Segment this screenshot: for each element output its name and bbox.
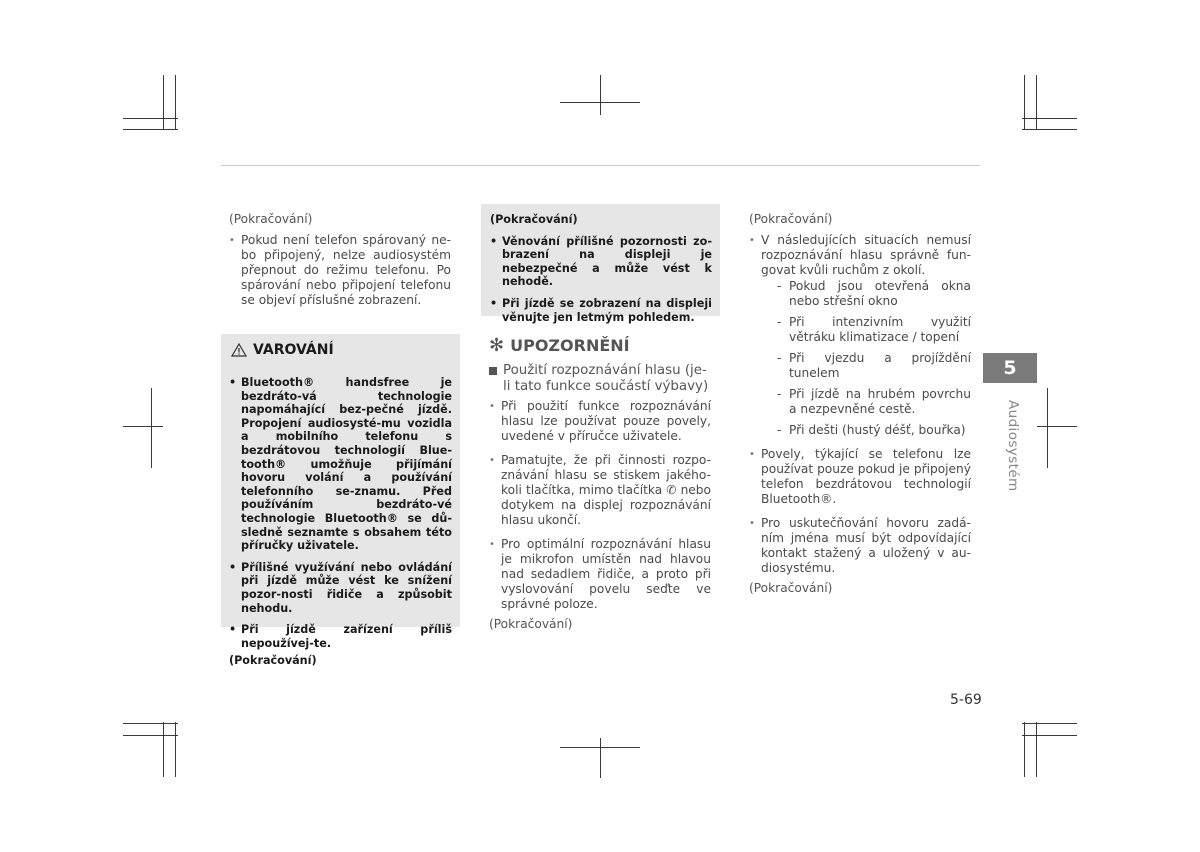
warning-heading [231,342,334,358]
continued-label: (Pokračování) [229,212,313,226]
dash-item: - Při intenzivním využití větráku klimatizace / topení [777,315,971,345]
caution-heading [489,335,711,356]
warning-continued-box [481,204,720,324]
caution-subtitle [489,363,711,395]
crop-mark [1022,735,1077,736]
crop-mark [163,722,164,777]
continued-label: (Pokračování) [749,581,833,595]
bullet-list [489,399,711,612]
warning-list [229,376,452,650]
subtitle-text: Použití rozpoznávání hlasu (je-li tato funkce součástí výbavy) [503,363,709,394]
crop-mark [1022,129,1077,130]
left-column [229,212,451,317]
crop-mark [123,723,178,724]
dash-item: - Při dešti (hustý déšť, bouřka) [777,423,971,438]
header-rule [221,165,980,166]
list-item-text: V následujících situacích nemusí rozpoznávání hlasu správně fun-govat kvůli ruchům z okolí. [761,233,971,277]
asterisk-icon: ✻ [489,335,505,356]
registration-mark [151,388,152,468]
dash-list [761,279,971,438]
dash-item: - Při jízdě na hrubém povrchu a nezpevněné cestě. [777,387,971,417]
registration-mark [1037,426,1077,427]
crop-mark [123,129,178,130]
list-item: • Pokud není telefon spárovaný ne-bo připojený, nelze audiosystém přepnout do režimu telefonu. Po spárování nebo připojení telefonu se objeví příslušné zobrazení. [229,233,451,308]
registration-mark [123,426,163,427]
crop-mark [123,735,178,736]
list-item [749,233,971,438]
bullet-list [749,233,971,576]
crop-mark [1024,75,1025,130]
registration-mark [560,102,640,103]
continued-label: (Pokračování) [490,213,578,226]
registration-mark [600,738,601,778]
dash-item: - Pokud jsou otevřená okna nebo střešní okno [777,279,971,309]
dash-item: - Při vjezdu a projíždění tunelem [777,351,971,381]
crop-mark [1022,723,1077,724]
registration-mark [560,747,640,748]
right-column [749,212,971,596]
crop-mark [1036,722,1037,777]
warning-triangle-icon [231,343,247,357]
continued-label: (Pokračování) [229,654,317,668]
crop-mark [1022,118,1077,119]
continued-label: (Pokračování) [749,212,833,226]
list-item: • Bluetooth® handsfree je bezdráto-vá technologie napomáhající bez-pečné jízdě. Propojení audiosysté-mu vozidla a mobilního telefonu s bezdrátovou technologií Blue-tooth® umožňuje přijímání hovoru volání a používání telefonního se-znamu. Před používáním bezdráto-vé technologie Bluetooth® se dů-sledně seznamte s obsahem této příručky uživatele. [229,376,452,553]
chapter-label-text: Audiosystém [1005,400,1021,492]
warning-box [221,334,460,668]
warning-list [490,235,712,325]
caution-title: UPOZORNĚNÍ [510,336,630,355]
chapter-label [1003,400,1023,500]
list-item: • Pro optimální rozpoznávání hlasu je mikrofon umístěn nad hlavou nad sedadlem řidiče, a proto při vyslovování povelu seďte ve správné poloze. [489,537,711,612]
crop-mark [175,75,176,130]
chapter-number-tab: 5 [983,353,1037,383]
list-item: • Povely, týkající se telefonu lze používat pouze pokud je připojený telefon bezdrátovou technologií Bluetooth®. [749,447,971,507]
warning-title: VAROVÁNÍ [253,342,334,358]
square-bullet-icon [489,367,497,375]
list-item: • Při jízdě zařízení příliš nepoužívej-te. [229,623,452,650]
list-item: • Pamatujte, že při činnosti rozpo-znávání hlasu se stiskem jakého-koli tlačítka, mimo tlačítka ✆ nebo dotykem na displej rozpoznávání hlasu ukončí. [489,453,711,528]
registration-mark [600,75,601,115]
continued-label: (Pokračování) [489,617,573,631]
crop-mark [163,75,164,130]
crop-mark [1036,75,1037,130]
list-item: • Při použití funkce rozpoznávání hlasu lze používat pouze povely, uvedené v příručce uživatele. [489,399,711,444]
page-number: 5-69 [950,692,982,708]
registration-mark [1047,388,1048,468]
caution-section [489,335,711,632]
crop-mark [175,722,176,777]
list-item: • Pro uskutečňování hovoru zadá-ním jména musí být odpovídající kontakt stažený a uložený v au-diosystému. [749,516,971,576]
crop-mark [1024,722,1025,777]
list-item: • Přílišné využívání nebo ovládání při jízdě může vést ke snížení pozor-nosti řidiče a způsobit nehodu. [229,561,452,615]
bullet-list [229,233,451,308]
crop-mark [123,118,178,119]
list-item: • Věnování přílišné pozornosti zo-brazení na displeji je nebezpečné a může vést k nehodě. [490,235,712,289]
list-item: • Při jízdě se zobrazení na displeji věnujte jen letmým pohledem. [490,297,712,324]
